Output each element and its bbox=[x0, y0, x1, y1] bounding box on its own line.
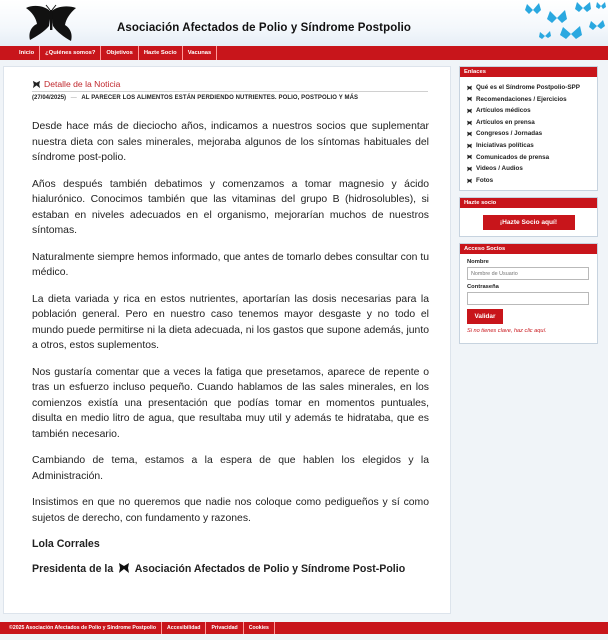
sidebar-link-label: Qué es el Síndrome Postpolio-SPP bbox=[476, 84, 580, 91]
login-form bbox=[460, 254, 597, 340]
name-label: Nombre bbox=[467, 259, 489, 265]
article-paragraph: Años después también debatimos y comenzamos a tomar magnesio y ácido hialurónico. Conocimos también que las vitaminas del grupo B (hidrosolubles), si estaban en niveles adecuados en el organismo, mejorarían muchos de nuestros síntomas. bbox=[32, 178, 429, 236]
sidebar-link[interactable] bbox=[466, 128, 593, 140]
links-box-title: Enlaces bbox=[460, 67, 597, 77]
nav-item-quienes-somos[interactable]: ¿Quiénes somos? bbox=[40, 46, 101, 60]
signature-name: Lola Corrales bbox=[32, 538, 100, 550]
nav-item-hazte-socio[interactable]: Hazte Socio bbox=[139, 46, 183, 60]
links-list bbox=[460, 77, 597, 189]
butterfly-bullet-icon bbox=[466, 154, 473, 160]
main-nav bbox=[0, 46, 608, 60]
password-label: Contraseña bbox=[467, 284, 499, 290]
site-footer bbox=[0, 622, 608, 634]
butterfly-bullet-icon bbox=[466, 178, 473, 184]
footer-link-accesibilidad[interactable]: Accesibilidad bbox=[162, 622, 206, 634]
footer-link-privacidad[interactable]: Privacidad bbox=[206, 622, 243, 634]
sidebar-link-label: Congresos / Jornadas bbox=[476, 130, 543, 138]
butterfly-bullet-icon bbox=[466, 96, 473, 102]
site-header bbox=[0, 0, 608, 46]
heading-divider bbox=[32, 91, 428, 92]
site-title[interactable]: Asociación Afectados de Polio y Síndrome Postpolio bbox=[117, 22, 412, 34]
nav-item-vacunas[interactable]: Vacunas bbox=[183, 46, 218, 60]
article-heading bbox=[32, 79, 120, 89]
sidebar-link[interactable] bbox=[466, 140, 593, 152]
butterfly-bullet-icon bbox=[466, 120, 473, 126]
signature-role bbox=[32, 562, 429, 577]
username-input[interactable] bbox=[467, 267, 589, 280]
login-box-title: Acceso Socios bbox=[460, 244, 597, 254]
login-box bbox=[459, 243, 598, 344]
butterfly-bullet-icon bbox=[466, 85, 473, 91]
sidebar-link[interactable] bbox=[466, 175, 593, 187]
article-date: (27/04/2025) bbox=[32, 95, 67, 101]
signature-role-org: Asociación Afectados de Polio y Síndrome Post-Polio bbox=[134, 562, 406, 575]
sidebar-link-label: Videos / Audios bbox=[476, 165, 523, 173]
butterfly-bullet-icon bbox=[32, 80, 41, 89]
article-paragraph: Desde hace más de dieciocho años, indicamos a nuestros socios que suplementar nuestra dieta con sales minerales, mejoraba algunos de los síntomas habituales del síndrome post-polio. bbox=[32, 121, 429, 163]
article-paragraph: Insistimos en que no queremos que nadie nos coloque como pedigueños y sí como sujetos de derecho, con fundamento y razones. bbox=[32, 497, 429, 524]
article-panel bbox=[3, 66, 451, 614]
article-paragraph: Nos gustaría comentar que a veces la fatiga que presetamos, aparece de repente o tras un esfuerzo incluso pequeño. Cuando hablamos de las sales minerales, en los comienzos existía una presentación que podías tomar en momentos puntuales, disulta en medio litro de agua, que resultaba muy util y además te hidrataba, que es también necesario. bbox=[32, 366, 429, 440]
article-meta bbox=[32, 95, 358, 101]
signature-role-prefix: Presidenta de la bbox=[32, 562, 114, 575]
hazte-socio-button[interactable]: ¡Hazte Socio aquí! bbox=[483, 215, 575, 230]
hazte-socio-title: Hazte socio bbox=[460, 198, 597, 208]
butterfly-bullet-icon bbox=[466, 143, 473, 149]
article-heading-text: Detalle de la Noticia bbox=[44, 79, 121, 89]
sidebar-link-label: Comunicados de prensa bbox=[476, 153, 550, 161]
links-box bbox=[459, 66, 598, 191]
sidebar-link[interactable] bbox=[466, 94, 593, 106]
validar-button[interactable]: Validar bbox=[467, 309, 503, 324]
article-summary: AL PARECER LOS ALIMENTOS ESTÁN PERDIENDO NUTRIENTES. POLIO, POSTPOLIO Y MÁS bbox=[81, 95, 359, 101]
meta-separator: — bbox=[70, 95, 77, 101]
article-paragraph: Naturalmente siempre hemos informado, que antes de tomarlo debes consultar con tu médico. bbox=[32, 251, 429, 278]
sidebar-link[interactable] bbox=[466, 163, 593, 175]
article-body bbox=[32, 119, 429, 577]
nav-item-objetivos[interactable]: Objetivos bbox=[101, 46, 138, 60]
forgot-password-link[interactable]: Si no tienes clave, haz clic aquí. bbox=[467, 328, 547, 334]
sidebar-link-label: Recomendaciones / Ejercicios bbox=[476, 95, 567, 103]
sidebar-link[interactable] bbox=[466, 105, 593, 117]
butterfly-bullet-icon bbox=[466, 108, 473, 114]
password-input[interactable] bbox=[467, 292, 589, 305]
article-paragraph: La dieta variada y rica en estos nutrientes, aportarían las dosis necesarias para la población general. Pero en nuestro caso tenemos mayor desgaste y no todo el mundo puede permitirse ni la dieta adecuada, ni los gastos que supone además, junto a otros, estos suplementos. bbox=[32, 293, 429, 351]
sidebar-link-label: Artículos en prensa bbox=[476, 118, 535, 126]
butterfly-bullet-icon bbox=[466, 131, 473, 137]
sidebar-link-label: Artículos médicos bbox=[476, 107, 531, 115]
sidebar-link[interactable] bbox=[466, 117, 593, 129]
sidebar-link[interactable] bbox=[466, 82, 593, 94]
article-paragraph: Cambiando de tema, estamos a la espera de que hablen los elegidos y la Administración. bbox=[32, 455, 429, 482]
sidebar-link-label: Fotos bbox=[476, 176, 494, 184]
butterflies-decoration-icon bbox=[513, 0, 608, 46]
sidebar-link[interactable] bbox=[466, 152, 593, 164]
footer-link-cookies[interactable]: Cookies bbox=[244, 622, 275, 634]
butterfly-logo-icon[interactable] bbox=[22, 4, 80, 44]
sidebar-link-label: Iniciativas políticas bbox=[476, 141, 534, 149]
hazte-socio-box bbox=[459, 197, 598, 237]
nav-item-inicio[interactable]: Inicio bbox=[16, 46, 40, 60]
butterfly-bullet-icon bbox=[466, 166, 473, 172]
footer-copyright: ©2025 Asociación Afectados de Polio y Síndrome Postpolio bbox=[4, 622, 162, 634]
butterfly-inline-icon bbox=[118, 563, 130, 573]
